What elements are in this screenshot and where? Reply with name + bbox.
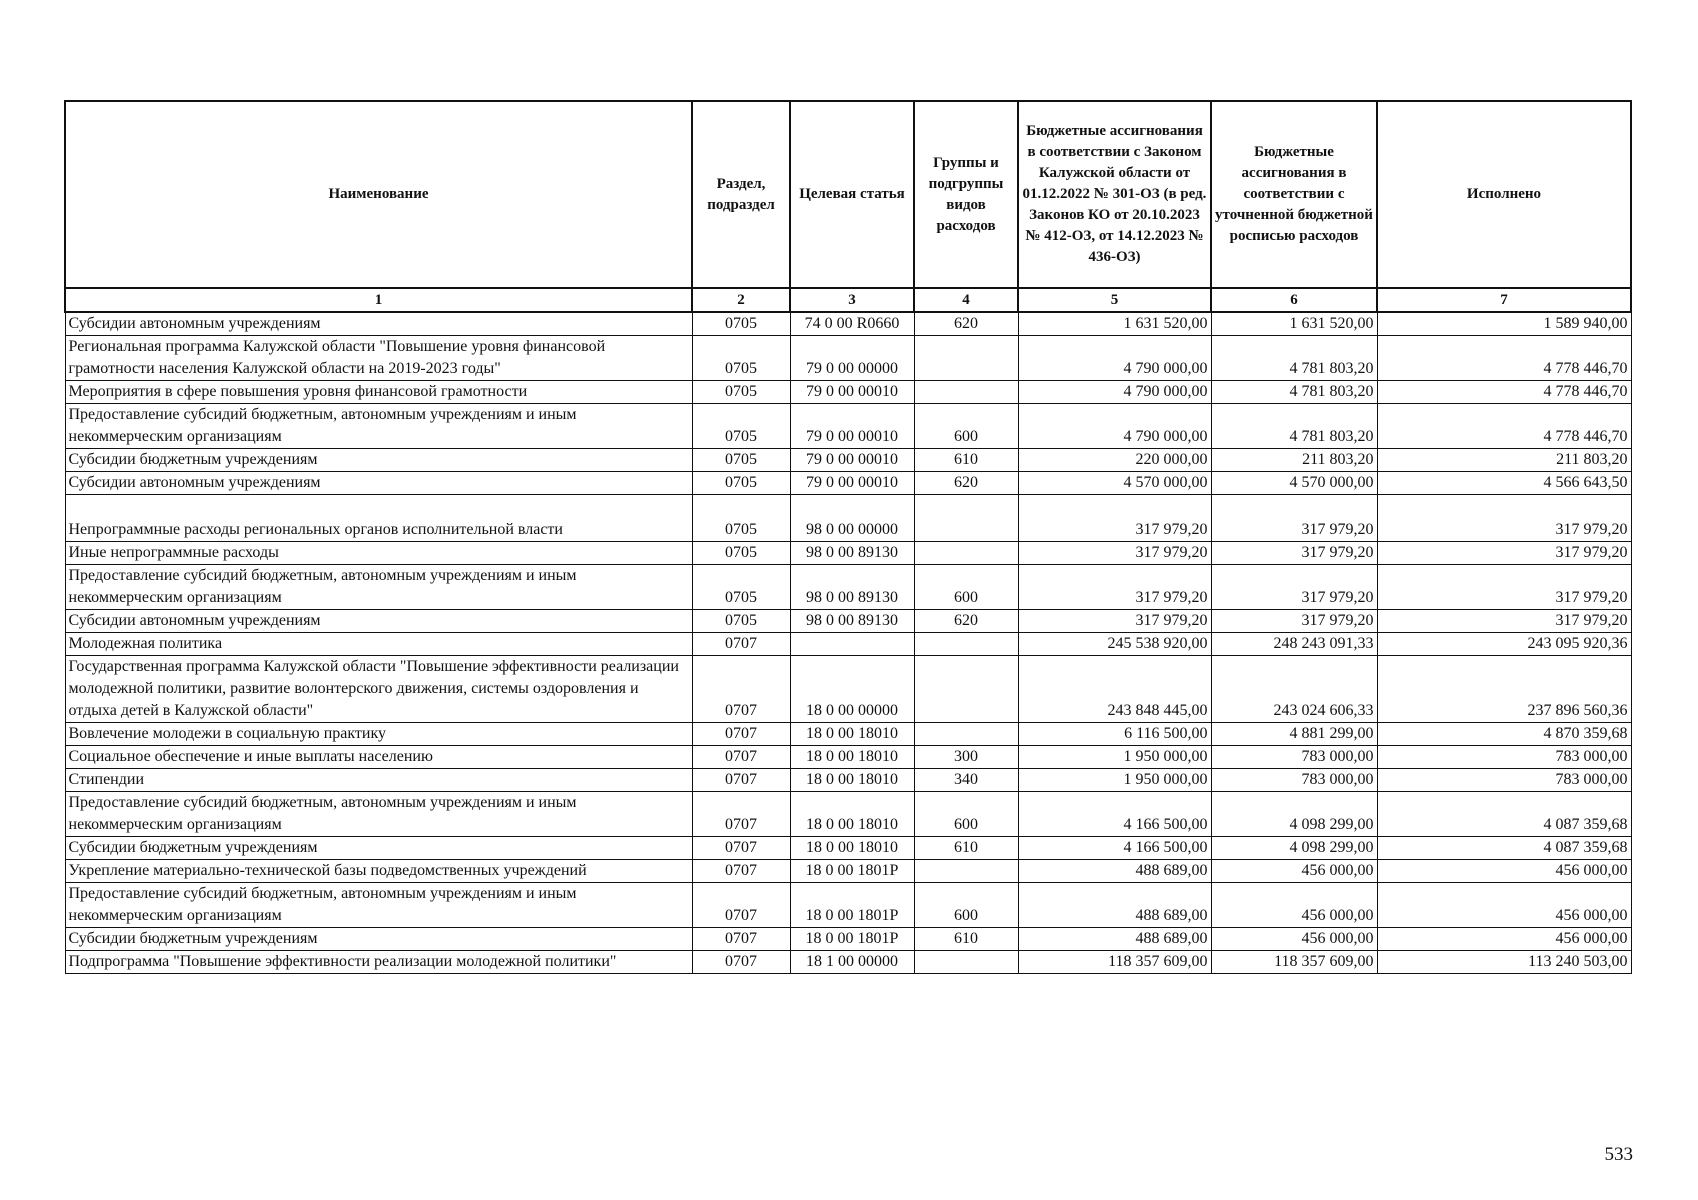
- row-law-amount-cell: 1 950 000,00: [1018, 769, 1211, 792]
- row-refined-amount-cell: 317 979,20: [1211, 610, 1377, 633]
- row-refined-amount-cell: 783 000,00: [1211, 746, 1377, 769]
- row-executed-amount-cell: 4 870 359,68: [1377, 723, 1631, 746]
- row-group-cell: 610: [914, 449, 1018, 472]
- table-row: [65, 883, 1631, 928]
- row-refined-amount-cell: 4 781 803,20: [1211, 336, 1377, 381]
- col-number: 4: [914, 288, 1018, 312]
- col-number: 3: [790, 288, 914, 312]
- row-law-amount-cell: 317 979,20: [1018, 542, 1211, 565]
- header-target: Целевая статья: [790, 101, 914, 288]
- row-refined-amount-cell: 4 098 299,00: [1211, 837, 1377, 860]
- row-section-cell: 0705: [692, 495, 790, 542]
- row-group-cell: 620: [914, 472, 1018, 495]
- row-law-amount-cell: 4 166 500,00: [1018, 792, 1211, 837]
- row-law-amount-cell: 220 000,00: [1018, 449, 1211, 472]
- row-section-cell: 0705: [692, 472, 790, 495]
- row-law-amount-cell: 4 790 000,00: [1018, 336, 1211, 381]
- table-row: [65, 769, 1631, 792]
- row-name-cell: Субсидии автономным учреждениям: [65, 312, 692, 336]
- row-name-cell: Субсидии бюджетным учреждениям: [65, 928, 692, 951]
- row-executed-amount-cell: 243 095 920,36: [1377, 633, 1631, 656]
- row-law-amount-cell: 118 357 609,00: [1018, 951, 1211, 974]
- col-number: 1: [65, 288, 692, 312]
- table-row: [65, 792, 1631, 837]
- row-target-cell: 79 0 00 00010: [790, 472, 914, 495]
- row-group-cell: [914, 542, 1018, 565]
- row-executed-amount-cell: 317 979,20: [1377, 565, 1631, 610]
- row-group-cell: 600: [914, 792, 1018, 837]
- row-section-cell: 0705: [692, 565, 790, 610]
- row-name-cell: Предоставление субсидий бюджетным, автономным учреждениям и иным некоммерческим организациям: [65, 792, 692, 837]
- row-refined-amount-cell: 248 243 091,33: [1211, 633, 1377, 656]
- row-target-cell: 79 0 00 00000: [790, 336, 914, 381]
- col-number: 2: [692, 288, 790, 312]
- row-target-cell: 18 1 00 00000: [790, 951, 914, 974]
- header-refined-appropriations: Бюджетные ассигнования в соответствии с уточненной бюджетной росписью расходов: [1211, 101, 1377, 288]
- row-group-cell: [914, 633, 1018, 656]
- row-executed-amount-cell: 456 000,00: [1377, 883, 1631, 928]
- row-executed-amount-cell: 4 087 359,68: [1377, 792, 1631, 837]
- row-refined-amount-cell: 317 979,20: [1211, 542, 1377, 565]
- row-refined-amount-cell: 317 979,20: [1211, 565, 1377, 610]
- row-refined-amount-cell: 783 000,00: [1211, 769, 1377, 792]
- row-name-cell: Субсидии автономным учреждениям: [65, 472, 692, 495]
- row-target-cell: 98 0 00 00000: [790, 495, 914, 542]
- row-executed-amount-cell: 113 240 503,00: [1377, 951, 1631, 974]
- row-group-cell: [914, 951, 1018, 974]
- row-section-cell: 0707: [692, 633, 790, 656]
- row-refined-amount-cell: 4 881 299,00: [1211, 723, 1377, 746]
- row-name-cell: Субсидии автономным учреждениям: [65, 610, 692, 633]
- row-group-cell: [914, 336, 1018, 381]
- row-name-cell: Субсидии бюджетным учреждениям: [65, 837, 692, 860]
- row-target-cell: 98 0 00 89130: [790, 565, 914, 610]
- table-row: [65, 860, 1631, 883]
- row-name-cell: Предоставление субсидий бюджетным, автономным учреждениям и иным некоммерческим организациям: [65, 883, 692, 928]
- budget-table-sheet: [64, 100, 1630, 974]
- row-executed-amount-cell: 4 778 446,70: [1377, 336, 1631, 381]
- row-name-cell: Мероприятия в сфере повышения уровня финансовой грамотности: [65, 381, 692, 404]
- row-target-cell: 74 0 00 R0660: [790, 312, 914, 336]
- row-group-cell: 600: [914, 404, 1018, 449]
- row-section-cell: 0707: [692, 883, 790, 928]
- row-section-cell: 0707: [692, 746, 790, 769]
- table-row: [65, 381, 1631, 404]
- row-name-cell: Предоставление субсидий бюджетным, автономным учреждениям и иным некоммерческим организациям: [65, 404, 692, 449]
- row-refined-amount-cell: 317 979,20: [1211, 495, 1377, 542]
- row-name-cell: Государственная программа Калужской области "Повышение эффективности реализации молодежной политики, развитие волонтерского движения, системы оздоровления и отдыха детей в Калужской области": [65, 656, 692, 723]
- table-row: [65, 472, 1631, 495]
- row-section-cell: 0705: [692, 404, 790, 449]
- row-executed-amount-cell: 317 979,20: [1377, 495, 1631, 542]
- row-law-amount-cell: 6 116 500,00: [1018, 723, 1211, 746]
- row-name-cell: Стипендии: [65, 769, 692, 792]
- row-executed-amount-cell: 4 778 446,70: [1377, 381, 1631, 404]
- table-row: [65, 565, 1631, 610]
- row-executed-amount-cell: 1 589 940,00: [1377, 312, 1631, 336]
- header-row: [65, 101, 1631, 288]
- header-section: Раздел, подраздел: [692, 101, 790, 288]
- col-number: 7: [1377, 288, 1631, 312]
- row-executed-amount-cell: 211 803,20: [1377, 449, 1631, 472]
- row-name-cell: Подпрограмма "Повышение эффективности реализации молодежной политики": [65, 951, 692, 974]
- row-target-cell: 79 0 00 00010: [790, 449, 914, 472]
- page-number: 533: [1604, 1144, 1633, 1165]
- row-section-cell: 0705: [692, 449, 790, 472]
- row-refined-amount-cell: 4 781 803,20: [1211, 404, 1377, 449]
- table-row: [65, 837, 1631, 860]
- row-law-amount-cell: 317 979,20: [1018, 565, 1211, 610]
- row-target-cell: 18 0 00 1801Р: [790, 860, 914, 883]
- row-section-cell: 0705: [692, 381, 790, 404]
- row-section-cell: 0705: [692, 542, 790, 565]
- row-executed-amount-cell: 783 000,00: [1377, 769, 1631, 792]
- row-name-cell: Непрограммные расходы региональных органов исполнительной власти: [65, 495, 692, 542]
- row-section-cell: 0707: [692, 792, 790, 837]
- row-group-cell: 610: [914, 837, 1018, 860]
- row-law-amount-cell: 245 538 920,00: [1018, 633, 1211, 656]
- row-section-cell: 0707: [692, 951, 790, 974]
- row-refined-amount-cell: 243 024 606,33: [1211, 656, 1377, 723]
- table-row: [65, 746, 1631, 769]
- row-refined-amount-cell: 211 803,20: [1211, 449, 1377, 472]
- table-row: [65, 723, 1631, 746]
- row-section-cell: 0705: [692, 336, 790, 381]
- row-law-amount-cell: 243 848 445,00: [1018, 656, 1211, 723]
- row-target-cell: [790, 633, 914, 656]
- row-group-cell: [914, 381, 1018, 404]
- row-executed-amount-cell: 4 778 446,70: [1377, 404, 1631, 449]
- row-name-cell: Социальное обеспечение и иные выплаты населению: [65, 746, 692, 769]
- row-target-cell: 98 0 00 89130: [790, 610, 914, 633]
- row-refined-amount-cell: 456 000,00: [1211, 860, 1377, 883]
- row-target-cell: 18 0 00 18010: [790, 837, 914, 860]
- row-group-cell: [914, 495, 1018, 542]
- col-number: 6: [1211, 288, 1377, 312]
- row-target-cell: 18 0 00 18010: [790, 723, 914, 746]
- table-row: [65, 449, 1631, 472]
- header-name: Наименование: [65, 101, 692, 288]
- table-row: [65, 951, 1631, 974]
- row-refined-amount-cell: 4 570 000,00: [1211, 472, 1377, 495]
- row-group-cell: 620: [914, 610, 1018, 633]
- row-name-cell: Укрепление материально-технической базы подведомственных учреждений: [65, 860, 692, 883]
- row-executed-amount-cell: 237 896 560,36: [1377, 656, 1631, 723]
- row-law-amount-cell: 4 570 000,00: [1018, 472, 1211, 495]
- row-refined-amount-cell: 118 357 609,00: [1211, 951, 1377, 974]
- row-name-cell: Иные непрограммные расходы: [65, 542, 692, 565]
- row-group-cell: 600: [914, 565, 1018, 610]
- row-law-amount-cell: 317 979,20: [1018, 610, 1211, 633]
- table-row: [65, 495, 1631, 542]
- row-executed-amount-cell: 783 000,00: [1377, 746, 1631, 769]
- row-name-cell: Предоставление субсидий бюджетным, автономным учреждениям и иным некоммерческим организациям: [65, 565, 692, 610]
- row-target-cell: 98 0 00 89130: [790, 542, 914, 565]
- row-law-amount-cell: 317 979,20: [1018, 495, 1211, 542]
- row-group-cell: 340: [914, 769, 1018, 792]
- row-law-amount-cell: 1 631 520,00: [1018, 312, 1211, 336]
- row-executed-amount-cell: 4 087 359,68: [1377, 837, 1631, 860]
- row-target-cell: 18 0 00 1801Р: [790, 883, 914, 928]
- row-name-cell: Вовлечение молодежи в социальную практику: [65, 723, 692, 746]
- table-row: [65, 928, 1631, 951]
- table-row: [65, 633, 1631, 656]
- row-name-cell: Региональная программа Калужской области "Повышение уровня финансовой грамотности населения Калужской области на 2019-2023 годы": [65, 336, 692, 381]
- row-refined-amount-cell: 456 000,00: [1211, 928, 1377, 951]
- table-row: [65, 656, 1631, 723]
- row-executed-amount-cell: 456 000,00: [1377, 928, 1631, 951]
- row-section-cell: 0707: [692, 837, 790, 860]
- row-section-cell: 0707: [692, 656, 790, 723]
- row-section-cell: 0707: [692, 723, 790, 746]
- row-law-amount-cell: 488 689,00: [1018, 860, 1211, 883]
- row-law-amount-cell: 4 790 000,00: [1018, 404, 1211, 449]
- row-group-cell: 300: [914, 746, 1018, 769]
- table-row: [65, 404, 1631, 449]
- row-section-cell: 0707: [692, 928, 790, 951]
- row-group-cell: [914, 723, 1018, 746]
- row-group-cell: [914, 656, 1018, 723]
- row-name-cell: Молодежная политика: [65, 633, 692, 656]
- table-body: [65, 312, 1631, 974]
- row-group-cell: 600: [914, 883, 1018, 928]
- row-section-cell: 0707: [692, 860, 790, 883]
- row-target-cell: 18 0 00 18010: [790, 746, 914, 769]
- row-law-amount-cell: 4 790 000,00: [1018, 381, 1211, 404]
- row-refined-amount-cell: 4 098 299,00: [1211, 792, 1377, 837]
- row-executed-amount-cell: 317 979,20: [1377, 610, 1631, 633]
- row-target-cell: 79 0 00 00010: [790, 381, 914, 404]
- row-law-amount-cell: 488 689,00: [1018, 928, 1211, 951]
- row-target-cell: 18 0 00 1801Р: [790, 928, 914, 951]
- row-section-cell: 0705: [692, 312, 790, 336]
- row-target-cell: 18 0 00 18010: [790, 769, 914, 792]
- row-section-cell: 0705: [692, 610, 790, 633]
- row-section-cell: 0707: [692, 769, 790, 792]
- row-executed-amount-cell: 456 000,00: [1377, 860, 1631, 883]
- header-law-appropriations: Бюджетные ассигнования в соответствии с Законом Калужской области от 01.12.2022 № 301-ОЗ (в ред. Законов КО от 20.10.2023 № 412-ОЗ, от 14.12.2023 № 436-ОЗ): [1018, 101, 1211, 288]
- row-target-cell: 79 0 00 00010: [790, 404, 914, 449]
- row-refined-amount-cell: 1 631 520,00: [1211, 312, 1377, 336]
- table-row: [65, 312, 1631, 336]
- row-law-amount-cell: 488 689,00: [1018, 883, 1211, 928]
- budget-table: [64, 100, 1632, 974]
- row-refined-amount-cell: 456 000,00: [1211, 883, 1377, 928]
- table-row: [65, 542, 1631, 565]
- row-law-amount-cell: 1 950 000,00: [1018, 746, 1211, 769]
- column-number-row: [65, 288, 1631, 312]
- col-number: 5: [1018, 288, 1211, 312]
- table-row: [65, 336, 1631, 381]
- row-executed-amount-cell: 317 979,20: [1377, 542, 1631, 565]
- row-name-cell: Субсидии бюджетным учреждениям: [65, 449, 692, 472]
- row-law-amount-cell: 4 166 500,00: [1018, 837, 1211, 860]
- row-refined-amount-cell: 4 781 803,20: [1211, 381, 1377, 404]
- row-group-cell: [914, 860, 1018, 883]
- header-groups: Группы и подгруппы видов расходов: [914, 101, 1018, 288]
- row-group-cell: 610: [914, 928, 1018, 951]
- row-target-cell: 18 0 00 00000: [790, 656, 914, 723]
- header-executed: Исполнено: [1377, 101, 1631, 288]
- table-row: [65, 610, 1631, 633]
- row-target-cell: 18 0 00 18010: [790, 792, 914, 837]
- row-group-cell: 620: [914, 312, 1018, 336]
- row-executed-amount-cell: 4 566 643,50: [1377, 472, 1631, 495]
